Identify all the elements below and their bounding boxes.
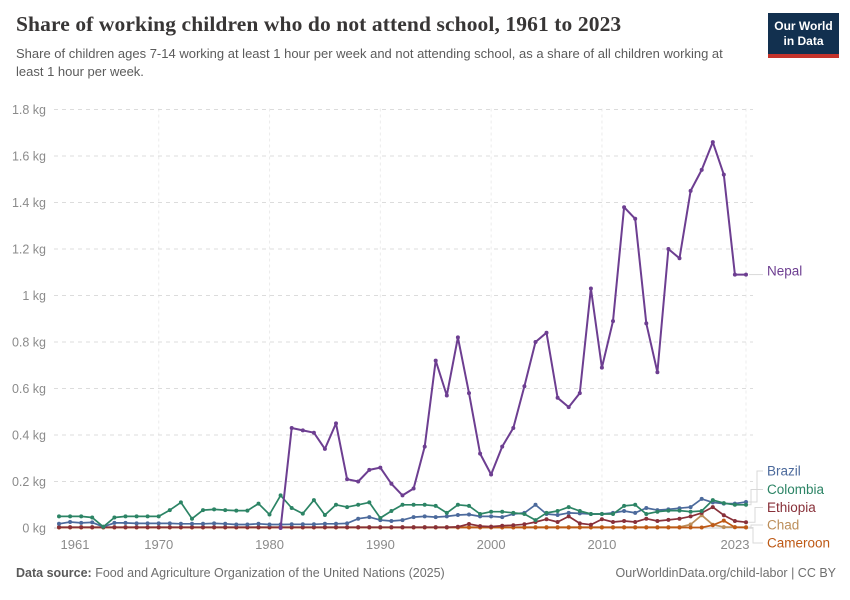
data-point-colombia [467,504,471,508]
data-point-nepal [301,428,305,432]
data-point-nepal [367,468,371,472]
data-point-brazil [212,521,216,525]
data-point-cameroon [556,526,560,530]
data-point-ethiopia [644,517,648,521]
data-point-brazil [179,522,183,526]
data-point-ethiopia [578,521,582,525]
data-point-ethiopia [124,525,128,529]
data-point-colombia [445,511,449,515]
data-point-colombia [257,502,261,506]
data-point-colombia [511,511,515,515]
chart-subtitle: Share of children ages 7-14 working at least 1 hour per week and not attending school, as a share of all children working at least 1 hour per week. [16,46,723,79]
data-point-nepal [666,247,670,251]
data-point-brazil [57,522,61,526]
x-axis-tick-label: 1980 [255,537,284,552]
data-point-colombia [90,516,94,520]
data-point-brazil [467,513,471,517]
data-point-nepal [600,366,604,370]
data-point-ethiopia [655,519,659,523]
data-point-colombia [611,512,615,516]
data-point-ethiopia [367,525,371,529]
data-point-ethiopia [633,520,637,524]
data-point-nepal [345,477,349,481]
data-point-brazil [112,521,116,525]
data-point-ethiopia [378,525,382,529]
legend-label-chad[interactable]: Chad [767,517,800,533]
data-point-nepal [290,426,294,430]
data-point-brazil [257,522,261,526]
y-axis-tick-label: 1.2 kg [11,242,46,257]
data-point-nepal [279,526,283,530]
data-point-colombia [190,517,194,521]
data-point-colombia [301,512,305,516]
data-point-colombia [722,501,726,505]
data-point-colombia [367,500,371,504]
data-point-colombia [622,504,626,508]
data-point-brazil [245,523,249,527]
y-axis-tick-label: 1.6 kg [11,149,46,164]
data-point-cameroon [545,526,549,530]
data-point-brazil [135,521,139,525]
data-point-ethiopia [722,513,726,517]
data-point-colombia [633,503,637,507]
data-point-ethiopia [212,525,216,529]
data-point-brazil [389,519,393,523]
data-point-brazil [345,521,349,525]
data-point-ethiopia [689,514,693,518]
data-point-nepal [323,447,327,451]
data-point-ethiopia [135,525,139,529]
data-point-nepal [334,421,338,425]
data-point-colombia [489,510,493,514]
data-point-colombia [334,503,338,507]
data-point-nepal [556,396,560,400]
y-axis-tick-label: 0 kg [22,521,46,536]
data-point-colombia [434,504,438,508]
data-point-colombia [290,506,294,510]
data-point-cameroon [600,526,604,530]
data-point-ethiopia [678,517,682,521]
data-point-nepal [711,140,715,144]
data-point-cameroon [744,526,748,530]
y-axis-tick-label: 0.8 kg [11,335,46,350]
data-point-nepal [378,466,382,470]
data-point-nepal [511,426,515,430]
data-point-colombia [323,513,327,517]
data-point-colombia [644,512,648,516]
data-point-nepal [633,217,637,221]
data-point-colombia [201,508,205,512]
data-point-nepal [478,452,482,456]
data-point-brazil [356,517,360,521]
y-axis-tick-label: 1 kg [22,289,46,303]
data-point-ethiopia [257,525,261,529]
data-point-ethiopia [389,525,393,529]
data-point-ethiopia [711,505,715,509]
data-point-colombia [655,510,659,514]
data-point-nepal [678,256,682,260]
data-point-brazil [334,522,338,526]
data-point-cameroon [611,526,615,530]
data-point-nepal [611,319,615,323]
data-point-cameroon [633,526,637,530]
data-point-colombia [412,503,416,507]
data-point-nepal [545,331,549,335]
data-point-ethiopia [57,525,61,529]
data-point-colombia [312,498,316,502]
data-point-colombia [223,508,227,512]
data-point-ethiopia [467,522,471,526]
data-point-brazil [689,505,693,509]
data-point-nepal [622,205,626,209]
x-axis-tick-label: 2023 [720,537,750,552]
legend-label-ethiopia[interactable]: Ethiopia [767,500,816,515]
data-point-cameroon [733,525,737,529]
legend-connector-colombia [748,490,763,505]
x-axis-tick-label: 1970 [144,537,174,552]
data-point-ethiopia [334,525,338,529]
data-point-brazil [500,515,504,519]
data-point-brazil [79,521,83,525]
data-point-nepal [412,487,416,491]
data-point-ethiopia [478,524,482,528]
data-point-brazil [168,521,172,525]
data-point-ethiopia [223,525,227,529]
legend-label-nepal[interactable]: Nepal [767,263,803,279]
data-point-colombia [678,509,682,513]
data-point-colombia [578,509,582,513]
data-point-cameroon [722,519,726,523]
data-point-brazil [68,520,72,524]
data-point-ethiopia [112,525,116,529]
legend-label-colombia[interactable]: Colombia [767,482,825,497]
data-point-nepal [445,394,449,398]
data-point-ethiopia [179,525,183,529]
data-point-nepal [655,370,659,374]
data-point-brazil [124,521,128,525]
data-point-nepal [356,480,360,484]
data-point-brazil [234,523,238,527]
data-point-cameroon [711,523,715,527]
data-point-nepal [578,391,582,395]
data-point-colombia [500,510,504,514]
data-point-colombia [733,503,737,507]
data-point-colombia [700,509,704,513]
data-point-ethiopia [456,525,460,529]
legend-connector-cameroon [748,528,763,544]
data-point-brazil [700,497,704,501]
data-point-nepal [744,273,748,277]
y-axis-tick-label: 0.6 kg [11,382,46,396]
data-point-colombia [545,511,549,515]
data-point-colombia [168,508,172,512]
data-point-ethiopia [500,524,504,528]
data-point-ethiopia [323,525,327,529]
data-point-colombia [245,509,249,513]
data-point-brazil [290,522,294,526]
data-point-brazil [534,503,538,507]
data-point-nepal [689,189,693,193]
data-point-nepal [423,445,427,449]
owid-logo-line1: Our World [774,19,833,33]
data-point-colombia [146,514,150,518]
data-point-ethiopia [423,525,427,529]
data-point-colombia [478,512,482,516]
data-point-colombia [157,514,161,518]
data-point-ethiopia [90,525,94,529]
data-point-cameroon [678,526,682,530]
data-point-colombia [57,514,61,518]
data-point-colombia [666,509,670,513]
data-point-ethiopia [190,525,194,529]
data-source-note [16,566,445,580]
data-point-cameroon [534,526,538,530]
data-point-brazil [146,521,150,525]
data-point-ethiopia [545,517,549,521]
data-point-ethiopia [511,523,515,527]
data-point-nepal [456,335,460,339]
data-point-nepal [401,493,405,497]
data-point-colombia [279,493,283,497]
data-point-nepal [312,431,316,435]
data-point-brazil [312,522,316,526]
y-axis-tick-label: 0.4 kg [11,428,46,443]
x-axis-tick-label: 1961 [60,537,90,552]
data-point-brazil [456,513,460,517]
data-point-brazil [367,515,371,519]
data-point-nepal [500,445,504,449]
data-point-ethiopia [401,525,405,529]
data-point-nepal [567,405,571,409]
data-point-colombia [356,503,360,507]
data-point-colombia [711,498,715,502]
data-point-colombia [378,516,382,520]
data-point-colombia [744,503,748,507]
data-source-text: Food and Agriculture Organization of the United Nations (2025) [91,566,445,580]
data-point-ethiopia [744,520,748,524]
data-point-brazil [622,509,626,513]
data-point-colombia [212,507,216,511]
data-point-nepal [489,473,493,477]
data-point-colombia [124,514,128,518]
data-point-cameroon [700,526,704,530]
data-point-nepal [700,168,704,172]
data-point-colombia [556,509,560,513]
x-axis-tick-label: 1990 [365,537,395,552]
data-point-brazil [423,514,427,518]
data-point-ethiopia [345,525,349,529]
data-point-brazil [489,514,493,518]
data-point-brazil [223,522,227,526]
data-point-ethiopia [434,525,438,529]
data-point-colombia [68,514,72,518]
data-point-ethiopia [356,525,360,529]
data-point-colombia [389,509,393,513]
data-point-brazil [434,515,438,519]
data-point-ethiopia [168,525,172,529]
data-point-ethiopia [556,520,560,524]
data-point-colombia [567,505,571,509]
y-axis-tick-label: 1.4 kg [11,196,46,210]
data-point-ethiopia [489,525,493,529]
data-point-colombia [234,509,238,513]
data-point-cameroon [578,526,582,530]
data-point-ethiopia [445,525,449,529]
data-point-colombia [268,513,272,517]
data-point-ethiopia [412,525,416,529]
data-point-ethiopia [146,525,150,529]
data-source-label: Data source: [16,566,92,580]
owid-link[interactable]: OurWorldinData.org/child-labor | CC BY [615,566,836,580]
data-point-brazil [567,511,571,515]
data-point-brazil [323,522,327,526]
x-axis-tick-label: 2010 [587,537,617,552]
y-axis-tick-label: 1.8 kg [11,103,46,117]
data-point-brazil [412,515,416,519]
data-point-colombia [589,512,593,516]
legend-connector-ethiopia [748,508,763,523]
data-point-colombia [423,503,427,507]
data-point-colombia [522,512,526,516]
legend-label-cameroon[interactable]: Cameroon [767,535,831,551]
data-point-nepal [467,391,471,395]
data-point-cameroon [567,526,571,530]
data-point-nepal [522,384,526,388]
data-point-ethiopia [600,517,604,521]
data-point-ethiopia [201,525,205,529]
data-point-brazil [190,522,194,526]
data-point-nepal [534,340,538,344]
data-point-colombia [101,525,105,529]
data-point-nepal [722,173,726,177]
data-point-colombia [689,510,693,514]
chart-title: Share of working children who do not attend school, 1961 to 2023 [16,12,622,36]
owid-logo-line2: in Data [783,34,824,48]
data-point-ethiopia [733,519,737,523]
data-point-cameroon [655,526,659,530]
data-point-nepal [434,359,438,363]
data-point-brazil [644,506,648,510]
legend-connector-chad [748,525,763,527]
data-point-chad [722,525,726,529]
data-point-colombia [79,514,83,518]
data-point-ethiopia [622,519,626,523]
data-point-cameroon [622,526,626,530]
data-point-cameroon [666,526,670,530]
data-point-colombia [179,500,183,504]
data-point-ethiopia [666,518,670,522]
data-point-brazil [157,521,161,525]
data-point-ethiopia [589,523,593,527]
x-axis-tick-label: 2000 [476,537,506,552]
data-point-cameroon [644,526,648,530]
legend-connector-brazil [748,471,763,502]
data-point-colombia [401,503,405,507]
data-point-cameroon [467,526,471,530]
data-point-ethiopia [157,525,161,529]
data-point-nepal [644,321,648,325]
data-point-colombia [135,514,139,518]
legend-label-brazil[interactable]: Brazil [767,463,801,479]
data-point-brazil [556,513,560,517]
data-point-colombia [534,518,538,522]
data-point-brazil [633,511,637,515]
data-point-ethiopia [522,522,526,526]
data-point-colombia [600,512,604,516]
data-point-brazil [90,520,94,524]
data-point-ethiopia [79,525,83,529]
chart-footer [16,566,836,580]
data-point-colombia [456,503,460,507]
data-point-brazil [401,518,405,522]
data-point-ethiopia [611,520,615,524]
data-point-ethiopia [68,525,72,529]
data-point-brazil [445,514,449,518]
data-point-brazil [201,522,205,526]
data-point-nepal [733,273,737,277]
data-point-brazil [268,523,272,527]
data-point-brazil [301,522,305,526]
series-line-nepal[interactable] [281,142,746,528]
data-point-colombia [345,505,349,509]
y-axis-tick-label: 0.2 kg [11,475,46,489]
data-point-nepal [389,482,393,486]
data-point-cameroon [689,526,693,530]
data-point-colombia [112,516,116,520]
data-point-ethiopia [567,514,571,518]
data-point-nepal [589,287,593,291]
